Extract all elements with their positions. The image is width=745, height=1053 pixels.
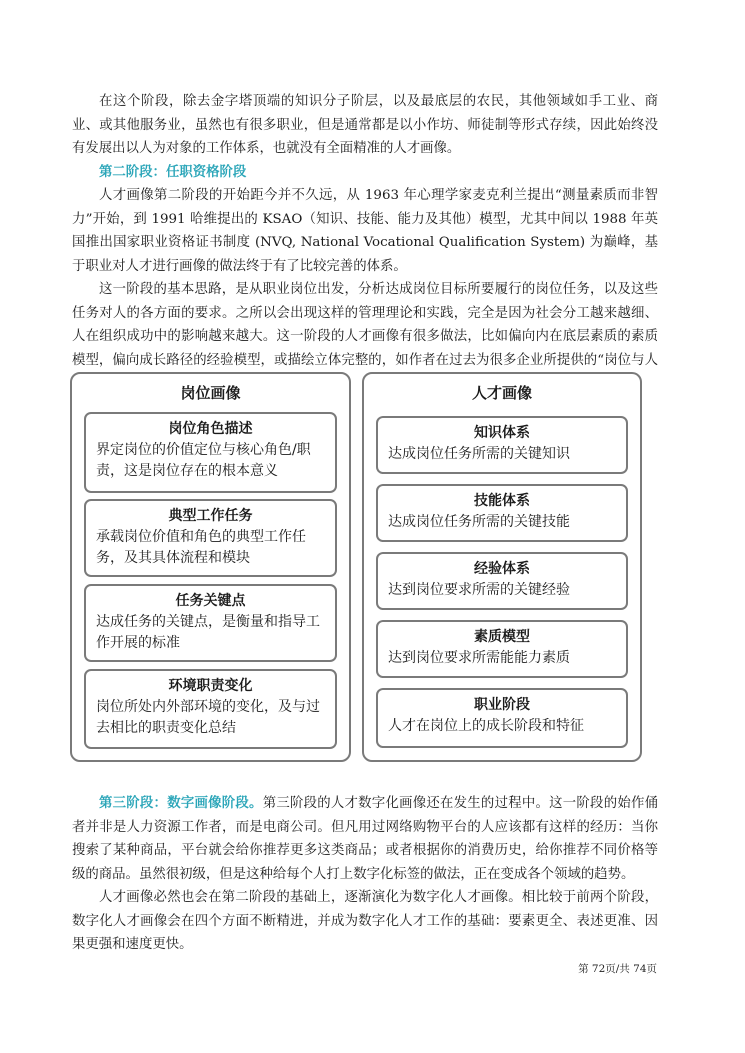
card-title: 环境职责变化: [168, 678, 253, 694]
card-competency-model: [376, 620, 628, 678]
card-title: 任务关键点: [175, 593, 246, 609]
column-title: 人才画像: [471, 384, 532, 402]
top-text-block: [72, 90, 658, 396]
card-environment-changes: [84, 669, 337, 749]
card-skill-system: [376, 484, 628, 542]
card-description: 达到岗位要求所需的关键经验: [388, 582, 570, 598]
page-number: 第 72页/共 74页: [578, 963, 657, 975]
card-title: 素质模型: [474, 629, 530, 645]
paragraph-3: 这一阶段的基本思路，是从职业岗位出发，分析达成岗位目标所要履行的岗位任务，以及这些任务对人的各方面的要求。之所以会出现这样的管理理论和实践，完全是因为社会分工越来越细、人在组织成功中的影响越来越大。这一阶段的人才画像有很多做法，比如偏向内在底层素质的素质模型，偏向成长路径的经验模型，或描绘立体完整的，如作者在过去为很多企业所提供的“岗位与人: [72, 282, 658, 368]
card-task-key-points: [84, 584, 337, 662]
card-title: 经验体系: [474, 561, 530, 577]
card-knowledge-system: [376, 416, 628, 474]
card-title: 技能体系: [474, 493, 530, 509]
paragraph-4-body: 第三阶段的人才数字化画像还在发生的过程中。这一阶段的始作俑者并非是人力资源工作者，而是电商公司。但凡用过网络购物平台的人应该都有这样的经历：当你搜索了某种商品，平台就会给你推荐更多这类商品；或者根据你的消费历史，给你推荐不同价格等级的商品。虽然很初级，但是这种给每个人打上数字化标签的做法，正在变成各个领域的趋势。: [72, 796, 659, 882]
paragraph-5: 人才画像必然也会在第二阶段的基础上，逐渐演化为数字化人才画像。相比较于前两个阶段，数字化人才画像会在四个方面不断精进，并成为数字化人才工作的基础：要素更全、表述更准、因果更强和速度更快。: [72, 890, 658, 952]
card-title: 职业阶段: [474, 697, 530, 713]
section-heading-stage-2: 第二阶段：任职资格阶段: [99, 163, 247, 180]
card-description: 岗位所处内外部环境的变化，及与过去相比的职责变化总结: [96, 699, 320, 736]
card-title: 岗位角色描述: [168, 421, 253, 437]
card-title: 知识体系: [474, 425, 530, 441]
bottom-text-block: [72, 792, 658, 957]
card-experience-system: [376, 552, 628, 610]
card-title: 典型工作任务: [168, 508, 253, 524]
card-description: 承载岗位价值和角色的典型工作任务，及其具体流程和模块: [96, 529, 306, 566]
paragraph-4: [72, 792, 658, 886]
column-title: 岗位画像: [180, 384, 241, 402]
card-description: 达成任务的关键点，是衡量和指导工作开展的标准: [96, 614, 320, 651]
card-description: 界定岗位的价值定位与核心角色/职责，这是岗位存在的根本意义: [96, 442, 311, 479]
card-position-role: [84, 412, 337, 493]
paragraph-2: 人才画像第二阶段的开始距今并不久远，从 1963 年心理学家麦克利兰提出“测量素质而非智力”开始，到 1991 哈维提出的 KSAO（知识、技能、能力及其他）模型，尤其中间以 1988 年英国推出国家职业资格证书制度 (NVQ, National Vocational Qualification System) 为巅峰，基于职业对人才进行画像的做法终于有了比较完善的体系。: [72, 188, 658, 274]
position-portrait-column: [70, 372, 351, 762]
card-description: 达成岗位任务所需的关键知识: [388, 446, 570, 462]
section-heading-stage-3: 第三阶段：数字画像阶段。: [99, 795, 263, 811]
paragraph-1: 在这个阶段，除去金字塔顶端的知识分子阶层，以及最底层的农民，其他领域如手工业、商业、或其他服务业，虽然也有很多职业，但是通常都是以小作坊、师徒制等形式存续，因此始终没有发展出以人为对象的工作体系，也就没有全面精准的人才画像。: [72, 94, 658, 156]
card-description: 达成岗位任务所需的关键技能: [388, 514, 570, 530]
talent-portrait-column: [362, 372, 642, 762]
card-career-stage: [376, 688, 628, 748]
card-description: 达到岗位要求所需能能力素质: [388, 650, 570, 666]
card-typical-tasks: [84, 499, 337, 577]
position-talent-portrait-diagram: [70, 372, 643, 764]
card-description: 人才在岗位上的成长阶段和特征: [388, 718, 584, 734]
